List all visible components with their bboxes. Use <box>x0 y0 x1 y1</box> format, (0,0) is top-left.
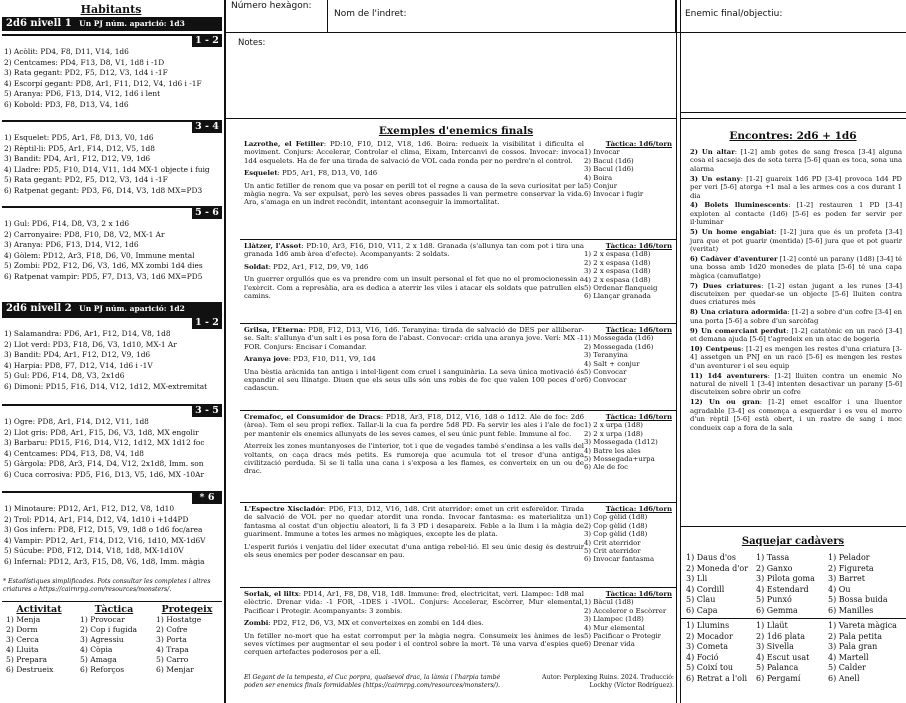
encounter-text: : [1-2] es mengen les restes d'una criatura [3-4] assetgen un PNJ en un racó [5-6] es mengen les restes d'un aventurer i el seu equip <box>690 344 903 370</box>
enemy-paragraph <box>244 326 584 351</box>
loot-column <box>828 621 906 685</box>
tactic-option: 5) Conjur <box>584 182 617 191</box>
activity-column <box>2 604 76 675</box>
tactic-option: 6) Convocar <box>584 376 627 385</box>
inhabitant-row: 2) Llot gris: PD8, Ar1, F15, D6, V3, 1d8, MX engolir <box>4 427 199 437</box>
enemy-name: Lazrothe, el Fetiller <box>244 140 324 148</box>
enemy-paragraph <box>244 169 584 177</box>
tactic-option: 4) 2 x espasa (1d8) <box>584 275 651 284</box>
final-enemy-field[interactable] <box>680 0 906 112</box>
tactic-option: 3) Cop gèlid (1d8) <box>584 530 648 539</box>
inhabitant-group <box>2 316 222 391</box>
tactic-item: 1) Provocar <box>80 615 125 624</box>
encounter-item <box>690 228 902 253</box>
loot-item: 5) Palanca <box>756 663 799 673</box>
tactic-option: 2) Bacul (1d6) <box>584 156 634 165</box>
tactic-option: 6) Ale de foc <box>584 463 628 472</box>
tactic-option: 3) 2 x espasa (1d8) <box>584 267 651 276</box>
encounter-name: 6) Cadàver d'aventurer <box>690 254 778 263</box>
level2-header <box>2 302 222 316</box>
enemy-block <box>240 326 672 411</box>
credits-text: El Gegant de la tempesta, el Cuc porpra, qualsevol drac, la làmia i l'harpia també poden ser enemics finals formidables (https://cairnrpg.com/resources/monsters/). <box>244 674 501 689</box>
place-name-field[interactable] <box>328 0 676 33</box>
encounter-text: : [1-2] jura que és un profeta [3-4] jura que et pot guarir (mentida) [5-6] jura que et pot guarir (veritat) <box>690 228 902 253</box>
hexagon-label: Número hexàgon: <box>231 1 312 11</box>
enemy-description <box>244 590 584 661</box>
tactic-item: 3) Agressiu <box>80 635 124 644</box>
tactic-header: Tàctica: 1d6/torn <box>605 413 672 421</box>
loot-item: 1) Llaüt <box>756 621 788 630</box>
tactic-option: 1) 2 x urpa (1d8) <box>584 421 643 430</box>
loot-item: 3) Pala gran <box>828 642 878 652</box>
divider <box>680 526 906 527</box>
activity-title: Activitat <box>16 604 62 615</box>
inhabitant-row: 3) Bandit: PD4, Ar1, F12, D12, V9, 1d6 <box>4 154 151 164</box>
encounter-text: : [1-2] a sobre d'un cofre [3-4] en una porta [5-6] a sobre d'un sarcòfag <box>690 308 902 325</box>
loot-item: 5) Coixí tou <box>686 663 734 673</box>
tactic-option: 5) Ordenar flanqueig <box>584 284 658 293</box>
enemy-name: Grilsa, l'Eterna <box>244 326 304 334</box>
inhabitant-row: 1) Gul: PD6, F14, D8, V3, 2 x 1d6 <box>4 219 130 228</box>
encounter-name: 2) Un altar <box>690 148 735 156</box>
encounter-text: : [1-2] emet escalfor i una lluentor agradable [3-4] es comença a esquerdar i es veu el morro d'un rèptil [5-6] està obert, i un rastre de sang i moc condueix cap a fora de la sala <box>690 398 902 432</box>
inhabitant-row: 3) Barbaru: PD15, F16, D14, V12, 1d12, MX 1d12 foc <box>4 438 205 448</box>
divider <box>240 587 676 588</box>
enemy-text: Un guerrer orgullós que es va prendre com un insult personal el fet que no el promocionessin a l'exèrcit. Com a represàlia, ara es dedica a aterrir les viles i atacar els soldats que patrullen els camins. <box>244 275 584 301</box>
loot-column <box>686 621 756 685</box>
enemy-paragraph <box>244 632 584 657</box>
inhabitant-row: 3) Rata gegant: PD2, F5, D12, V3, 1d4 i -1F <box>4 68 168 78</box>
inhabitant-row: 4) Lladre: PD5, F10, D14, V11, 1d4 MX-1 objecte i fuig <box>4 164 210 174</box>
inhabitant-row: 4) Gòlem: PD12, Ar3, F18, D6, V0, Immune mental <box>4 250 195 260</box>
enemy-paragraph <box>244 442 584 476</box>
divider <box>676 0 677 703</box>
inhabitant-row: 3) Aranya: PD6, F13, D14, V12, 1d6 <box>4 240 139 250</box>
activity-item: 5) Prepara <box>6 655 47 664</box>
level1-header <box>2 17 222 31</box>
enemy-block <box>240 505 672 588</box>
inhabitant-row: 5) Gul: PD6, F14, D8, V3, 2x1d6 <box>4 371 125 381</box>
activity-item: 1) Menja <box>6 615 41 624</box>
loot-item: 6) Retrat a l'oli <box>686 673 748 683</box>
loot-item: 2) Figureta <box>828 563 874 573</box>
tactic-option: 6) Drenar vida <box>584 640 635 649</box>
enemy-text: : PD:10, F10, D12, V18, 1d6. Boira: redueix la visibilitat i dificulta el moviment. Conjurs: Accelerar, Controlar el clima, Eixam, Intercanvi de cossos. Invocar: invoca 1d4 esquelets. Ha de fer una tirada de salvació de VOL cada ronda per no perdre'n el control. <box>244 140 584 165</box>
tactic-header: Tàctica: 1d6/torn <box>605 140 672 148</box>
loot-item: 4) Ou <box>828 584 851 594</box>
tactic-option: 6) Llançar granada <box>584 292 651 301</box>
divider <box>240 502 676 503</box>
enemy-text: : PD5, Ar1, F8, D13, V0, 1d6 <box>277 169 378 178</box>
loot-column <box>756 553 828 617</box>
enemy-name: L'Espectre Xiscladór <box>244 505 324 513</box>
enemy-tactics <box>584 242 672 301</box>
encounters-list <box>690 148 902 434</box>
enemy-tactics <box>584 590 672 649</box>
tactic-title: Tàctica <box>94 604 134 615</box>
encounter-item <box>690 398 902 432</box>
enemy-block <box>240 413 672 503</box>
inhabitant-row: 2) Trol: PD14, Ar1, F14, D12, V4, 1d10 i +1d4PD <box>4 514 189 524</box>
enemy-paragraph <box>244 275 584 300</box>
enemy-text: L'esperit furiós i venjatiu del líder executat d'una antiga rebel·lió. El seu únic desig és destruir els seus enemics per poder descansar en pau. <box>244 542 584 560</box>
encounter-text: [1-2] conté un parany (1d8) [3-4] té una bossa amb 1d20 monedes de plata [5-6] té una capa màgica (camuflatge) <box>690 254 902 280</box>
inhabitant-row: 1) Salamandra: PD6, Ar1, F12, D14, V8, 1d8 <box>4 329 171 338</box>
loot-item: 5) Bossa buida <box>828 595 888 605</box>
loot-table-1 <box>686 553 906 617</box>
group-range: 1 - 2 <box>192 316 222 329</box>
tactic-option: 3) Mossegada (1d12) <box>584 438 658 447</box>
loot-column <box>828 553 906 617</box>
inhabitant-group <box>2 404 222 479</box>
loot-item: 6) Gemma <box>756 605 798 615</box>
group-bar <box>2 316 192 318</box>
tactic-option: 1) Cop gèlid (1d8) <box>584 513 648 522</box>
encounter-item <box>690 201 902 226</box>
encounter-text: : [1-2] amb gotes de sang fresca [3-4] alguna cosa el sacseja des de sota terra [5-6] quan es toca, sona una alarma <box>690 148 902 173</box>
loot-item: 1) Tassa <box>756 553 790 562</box>
inhabitant-row: 2) Centcames: PD4, F13, D8, V1, 1d8 i -1D <box>4 57 165 67</box>
enemy-name: Aranya jove <box>244 355 289 364</box>
loot-item: 4) Martell <box>828 652 869 662</box>
level1-title: 2d6 nivell 1 <box>6 18 72 29</box>
inhabitant-row: 4) Vampir: PD12, Ar1, F14, D12, V16, 1d10, MX-1d6V <box>4 535 206 545</box>
tactic-item: 4) Còpia <box>80 645 113 654</box>
loot-item: 2) Mocador <box>686 631 733 641</box>
encounter-item <box>690 345 902 370</box>
tactic-option: 3) Llampec (1d8) <box>584 615 644 624</box>
protect-item: 5) Carro <box>156 655 189 664</box>
encounter-item <box>690 175 902 200</box>
encounter-name: 8) Una criatura adormida <box>690 308 788 317</box>
enemy-text: : PD8, F12, D13, V16, 1d6. Teranyina: tirada de salvació de DES per alliberar-se. Salt: s'allunya d'un salt i es posa fora de l'abast. Convocar: crida una aranya jove. Veri: MX -1 FOR. Conjurs: Encisar i Comandar. <box>244 326 584 351</box>
inhabitant-row: 4) Escorpí gegant: PD8, Ar1, F11, D12, V4, 1d6 i -1F <box>4 78 202 88</box>
notes-area[interactable] <box>226 33 676 119</box>
loot-item: 3) Lli <box>686 574 708 584</box>
tactic-option: 2) 2 x espasa (1d8) <box>584 258 651 267</box>
enemy-text: : PD2, Ar1, F12, D9, V9, 1d6 <box>268 262 369 271</box>
loot-item: 2) 1d6 plata <box>756 631 806 641</box>
inhabitant-row: 1) Ogre: PD8, Ar1, F14, D12, V11, 1d8 <box>4 417 149 426</box>
protect-item: 2) Cofre <box>156 625 188 634</box>
loot-item: 1) Llumins <box>686 621 730 630</box>
enemy-text: Una bèstia aràcnida tan antiga i intel·ligent com cruel i sanguinària. La seva única motivació és expandir el seu llinatge. Diuen que els seus ulls són uns robis de foc que valen 100 peces d'or cadascun. <box>244 367 584 393</box>
inhabitant-group <box>2 34 222 109</box>
enemy-block <box>240 242 672 324</box>
tactic-item: 6) Reforços <box>80 665 125 674</box>
loot-item: 4) Escut usat <box>756 652 810 662</box>
loot-item: 6) Capa <box>686 605 718 615</box>
enemy-text: : PD6, F13, D12, V16, 1d8. Crit aterridor: emet un crit esfereïdor. Tirada de salvació de VOL per no quedar atordit una ronda. Invocar fantasma: es materialitza un fantasma al costat d'un objectiu aleatori, li fa 3 PD i desapareix. Feble a la llum i la màgia de guariment. Immune a totes les armes no màgiques, excepte les de plata. <box>244 505 584 539</box>
tactic-option: 5) Convocar <box>584 368 627 377</box>
group-range: 3 - 4 <box>192 120 222 133</box>
enemy-tactics <box>584 505 672 564</box>
tactic-option: 4) Batre les ales <box>584 446 641 455</box>
tactic-option: 4) Boira <box>584 173 613 182</box>
encounter-name: 10) Centpeus <box>690 344 742 353</box>
inhabitant-row: 3) Bandit: PD4, Ar1, F12, D12, V9, 1d6 <box>4 350 151 360</box>
enemy-name: Sorlak, el liltx <box>244 590 299 598</box>
activity-item: 3) Cerca <box>6 635 39 644</box>
tactic-option: 2) Mossegada (1d6) <box>584 342 654 351</box>
loot-column <box>686 553 756 617</box>
enemy-text: Un fetiller no-mort que ha estat corromput per la màgia negra. Consumeix les ànimes de les seves víctimes per augmentar el seu poder i el control sobre la mort. Té una varva d'espies que cerquen artefactes poderosos per a ell. <box>244 631 584 657</box>
tactic-option: 1) Mossegada (1d6) <box>584 334 654 343</box>
tactic-option: 4) Salt + conjur <box>584 359 640 368</box>
tactic-item: 2) Cop i fugida <box>80 625 138 634</box>
encounter-text: : [1-2] lluiten contra un enemic No natural de nivell 1 [3-4] intenten desactivar un parany [5-6] discuteixen sobre obrir un cofre <box>690 371 902 397</box>
loot-table-2 <box>686 621 906 685</box>
group-bar <box>2 34 192 36</box>
loot-item: 5) Clau <box>686 595 716 605</box>
group-range: 1 - 2 <box>192 34 222 47</box>
enemy-description <box>244 326 584 397</box>
enemy-paragraph <box>244 182 584 207</box>
encounter-item <box>690 255 902 280</box>
inhabitant-group <box>2 120 222 195</box>
encounter-name: 7) Dues criatures <box>690 281 762 290</box>
level1-subtitle: Un PJ núm. aparició: 1d3 <box>79 19 185 28</box>
tactic-option: 4) Mur elemental <box>584 623 645 632</box>
activity-item: 4) Lluita <box>6 645 39 654</box>
author-text: Autor: Perplexing Ruins. 2024. Traducció: Lockhy (Víctor Rodríguez). <box>542 674 674 689</box>
enemy-paragraph <box>244 413 584 438</box>
tactic-option: 5) Pacificar o Protegir <box>584 632 661 641</box>
loot-item: 6) Pergamí <box>756 673 801 683</box>
tactic-option: 4) Crit aterridor <box>584 538 641 547</box>
tactic-option: 1) 2 x espasa (1d8) <box>584 250 651 259</box>
examples-title: Exemples d'enemics finals <box>378 125 534 137</box>
encounter-item <box>690 148 902 173</box>
encounter-text: : [1-2] guareix 1d6 PD [3-4] provoca 1d4 PD per veri [5-6] atorga +1 mal a les armes cos a cos durant 1 dia <box>690 174 902 200</box>
loot-item: 4) Cordill <box>686 584 725 594</box>
inhabitant-row: 6) Cuca corrosiva: PD5, F16, D13, V5, 1d6, MX -10Ar <box>4 470 205 479</box>
inhabitant-row: 1) Acòlit: PD4, F8, D11, V14, 1d6 <box>4 47 129 56</box>
encounter-name: 12) Un ou gran <box>690 398 760 407</box>
protect-item: 4) Trapa <box>156 645 189 654</box>
group-range: 3 - 5 <box>192 404 222 417</box>
divider <box>224 0 226 703</box>
loot-item: 6) Manilles <box>828 605 874 615</box>
enemy-text: : PD3, F10, D11, V9, 1d4 <box>288 355 376 364</box>
inhabitant-row: 1) Esquelet: PD5, Ar1, F8, D13, V0, 1d6 <box>4 133 154 142</box>
group-bar <box>2 404 192 406</box>
tactic-option: 2) 2 x urpa (1d8) <box>584 429 643 438</box>
inhabitant-row: 6) Ratpenat gegant: PD3, F6, D14, V3, 1d8 MX=PD3 <box>4 186 203 195</box>
inhabitant-row: 5) Súcube: PD8, F12, D14, V18, 1d8, MX-1d10V <box>4 546 184 556</box>
enemy-text: Un antic fetiller de renom que va posar en perill tot el regne a causa de la seva curiositat per la màgia negra. Va ser expulsat, però les seves obres passades li van permetre conservar la vida. Ara, s'amaga en un indret recòndit, intentant aconseguir la immortalitat. <box>244 181 584 207</box>
protect-title: Protegeix <box>161 604 213 615</box>
enemy-name: Esquelet <box>244 169 278 178</box>
enemy-paragraph <box>244 368 584 393</box>
inhabitant-row: 4) Harpia: PD8, F7, D12, V14, 1d6 i -1V <box>4 360 153 370</box>
enemy-description <box>244 242 584 304</box>
loot-item: 4) Estendard <box>756 584 809 594</box>
tactic-header: Tàctica: 1d6/torn <box>605 326 672 334</box>
inhabitant-row: 4) Centcames: PD4, F13, D8, V4, 1d8 <box>4 448 144 458</box>
encounter-name: 9) Un comerciant perdut <box>690 326 787 335</box>
activity-item: 6) Destrueix <box>6 665 54 674</box>
inhabitant-row: 3) Gos infern: PD8, F12, D15, V9, 1d8 o 1d6 foc/area <box>4 525 203 535</box>
encounter-name: 4) Bolets lluminescents <box>690 201 789 210</box>
inhabitant-row: 2) Rèptil·li: PD5, Ar1, F14, D12, V5, 1d8 <box>4 143 155 153</box>
footnote: * Estadístiques simplificades. Pots consultar les completes i altres criatures a https://cairnrpg.com/resources/monsters/. <box>3 578 211 593</box>
inhabitant-group <box>2 491 222 566</box>
enemy-description <box>244 505 584 563</box>
loot-item: 6) Anell <box>828 673 860 683</box>
inhabitant-row: 2) Carronyaire: PD8, F10, D8, V2, MX-1 Ar <box>4 229 165 239</box>
inhabitant-row: 6) Dimoni: PD15, F16, D14, V12, 1d12, MX-extremitat <box>4 382 208 391</box>
divider <box>680 118 906 119</box>
enemy-name: Zombi <box>244 619 269 628</box>
encounter-item <box>690 308 902 325</box>
enemy-tactics <box>584 413 672 472</box>
divider <box>680 618 906 619</box>
inhabitant-row: 5) Gàrgola: PD8, Ar3, F14, D4, V12, 2x1d8, Imm. son <box>4 459 204 469</box>
tactic-option: 2) Cop gèlid (1d8) <box>584 521 648 530</box>
group-range: 5 - 6 <box>192 206 222 219</box>
enemy-paragraph <box>244 543 584 560</box>
inhabitant-row: 1) Minotaure: PD12, Ar1, F12, D12, V8, 1d10 <box>4 504 175 513</box>
inhabitant-row: 6) Infernal: PD12, Ar3, F15, D8, V6, 1d8, Imm. màgia <box>4 557 205 566</box>
loot-item: 5) Punxó <box>756 595 792 605</box>
level2-subtitle: Un PJ núm. aparició: 1d2 <box>79 304 185 313</box>
loot-item: 1) Daus d'os <box>686 553 736 562</box>
notes-label: Notes: <box>238 38 266 48</box>
inhabitant-row: 5) Aranya: PD6, F13, D14, V12, 1d6 i lent <box>4 89 161 99</box>
enemy-text: : PD18, Ar3, F18, D12, V16, 1d8 o 1d12. Ale de foc: 2d6 (àrea). Tem el seu propi reflex. Tallar-li la cua fa perdre 5d8 PD. Fa servir les ales i l'ale de foc per mantenir els enemics allunyats de les seves cames, el seu únic punt feble. Immune al foc. <box>244 413 584 438</box>
tactic-column <box>76 604 152 675</box>
enemy-paragraph <box>244 590 584 615</box>
tactic-header: Tàctica: 1d6/torn <box>605 590 672 598</box>
hexagon-field[interactable] <box>226 0 328 33</box>
tactic-option: 1) Bàcul (1d8) <box>584 598 634 607</box>
tactic-option: 6) Invocar fantasma <box>584 555 655 564</box>
enemy-paragraph <box>244 140 584 165</box>
enemy-tactics <box>584 140 672 199</box>
tactic-option: 2) Acceleror o Escòrrer <box>584 606 667 615</box>
protect-item: 1) Hostatge <box>156 615 202 624</box>
divider <box>240 323 676 324</box>
activity-table <box>2 601 222 683</box>
encounters-title: Encontres: 2d6 + 1d6 <box>729 130 857 142</box>
loot-item: 5) Calder <box>828 663 866 673</box>
enemy-paragraph <box>244 242 584 259</box>
enemy-name: Llàtzer, l'Assot <box>244 242 302 250</box>
enemy-text: Aterreix les zones muntanyoses de l'interior, tot i que de vegades també s'endinsa a les valls del voltants, on caça dracs més petits. Es rumoreja que acumula tot el tresor d'una antiga civilització perduda. Si se li talla una cana i s'exposa a les flames, es converteix en un ou de drac. <box>244 442 584 476</box>
divider <box>240 239 676 240</box>
inhabitant-row: 2) Llot verd: PD3, F18, D6, V3, 1d10, MX-1 Ar <box>4 339 177 349</box>
protect-column <box>152 604 222 675</box>
protect-item: 3) Porta <box>156 635 187 644</box>
group-bar <box>2 206 192 208</box>
tactic-option: 5) Crit aterridor <box>584 547 641 556</box>
enemy-description <box>244 140 584 211</box>
group-bar <box>2 491 192 493</box>
encounter-name: 3) Un estany <box>690 174 741 183</box>
enemy-name: Soldat <box>244 262 269 271</box>
inhabitant-row: 6) Kobold: PD3, F8, D13, V4, 1d6 <box>4 100 129 109</box>
loot-item: 1) Vareta màgica <box>828 621 897 630</box>
final-enemy-label: Enemic final/objectiu: <box>685 9 783 19</box>
encounter-item <box>690 372 902 397</box>
loot-item: 1) Pelador <box>828 553 870 562</box>
enemy-text: : PD2, F12, D6, V3, MX et converteixes en zombi en 1d4 dies. <box>268 619 484 628</box>
loot-item: 4) Foció <box>686 652 719 662</box>
enemy-description <box>244 413 584 480</box>
group-bar <box>2 120 192 122</box>
place-name-label: Nom de l'indret: <box>334 9 407 19</box>
tactic-option: 3) Bacul (1d6) <box>584 165 634 174</box>
enemy-block <box>240 140 672 240</box>
inhabitant-group <box>2 206 222 281</box>
enemy-text: : PD14, Ar1, F8, D8, V18, 1d8. Immune: fred, electricitat, veri. Llampec: 1d8 mal elèctric. Drenar vida: -1 FOR, -1DES i -1VOL. Conjurs: Accelerar, Escòrrer, Mur elemental, Pacificar i Protegir. Acompanyants: 3 zombis. <box>244 590 584 615</box>
loot-title: Saquejar cadàvers <box>741 536 845 547</box>
loot-item: 3) Barret <box>828 574 865 584</box>
enemy-paragraph <box>244 505 584 539</box>
enemy-paragraph <box>244 619 584 627</box>
tactic-item: 5) Amaga <box>80 655 117 664</box>
divider <box>680 112 906 113</box>
tactic-option: 3) Teranyina <box>584 351 628 360</box>
loot-item: 3) Cometa <box>686 642 728 652</box>
tactic-option: 5) Mossegada+urpa <box>584 455 655 464</box>
activity-item: 2) Dorm <box>6 625 38 634</box>
enemy-paragraph <box>244 263 584 271</box>
inhabitant-row: 5) Zombi: PD2, F12, D6, V3, 1d6, MX zombi 1d4 dies <box>4 261 203 271</box>
inhabitant-row: 6) Ratpenat vampir: PD5, F7, D13, V3, 1d6 MX=PD5 <box>4 272 203 281</box>
encounter-text: : [1-2] restauren 1 PD [3-4] exploten al contacte (1d6) [5-6] es poden fer servir per il·luminar <box>690 201 902 227</box>
divider <box>680 0 681 703</box>
tactic-option: 1) Invocar <box>584 148 620 157</box>
enemy-tactics <box>584 326 672 385</box>
loot-item: 2) Ganxo <box>756 563 793 573</box>
group-range: * 6 <box>192 491 222 504</box>
loot-item: 3) Sivella <box>756 642 794 652</box>
enemy-paragraph <box>244 355 584 363</box>
encounter-name: 11) 1d4 aventurers <box>690 371 768 380</box>
divider <box>240 410 676 411</box>
enemy-name: Cremafoc, el Consumidor de Dracs <box>244 413 381 421</box>
encounter-text: : [1-2] catatònic en un racó [3-4] et demana ajuda [5-6] t'agredeix en un atac de bogeria <box>690 326 902 344</box>
encounter-text: : [1-2] estan jugant a les runes [3-4] discuteixen per quedar-se un objecte [5-6] lluiten contra dues criatures més <box>690 281 902 307</box>
inhabitants-title: Habitants <box>80 3 142 16</box>
tactic-header: Tàctica: 1d6/torn <box>605 505 672 513</box>
loot-column <box>756 621 828 685</box>
loot-item: 3) Pilota goma <box>756 574 815 584</box>
loot-item: 2) Pala petita <box>828 631 883 641</box>
inhabitant-row: 5) Rata gegant: PD2, F5, D12, V3, 1d4 i -1F <box>4 175 168 185</box>
level2-title: 2d6 nivell 2 <box>6 303 72 314</box>
tactic-header: Tàctica: 1d6/torn <box>605 242 672 250</box>
encounter-name: 5) Un home engabiat <box>690 228 775 237</box>
encounter-item <box>690 282 902 307</box>
protect-item: 6) Menjar <box>156 665 194 674</box>
enemy-text: : PD:10, Ar3, F16, D10, V11, 2 x 1d8. Granada (s'allunya tan com pot i tira una granada 1d6 amb àrea d'efecte). Acompanyants: 2 soldats. <box>244 242 584 259</box>
loot-item: 2) Moneda d'or <box>686 563 749 573</box>
enemy-block <box>240 590 672 672</box>
tactic-option: 6) Invocar i fugir <box>584 190 644 199</box>
encounter-item <box>690 327 902 344</box>
